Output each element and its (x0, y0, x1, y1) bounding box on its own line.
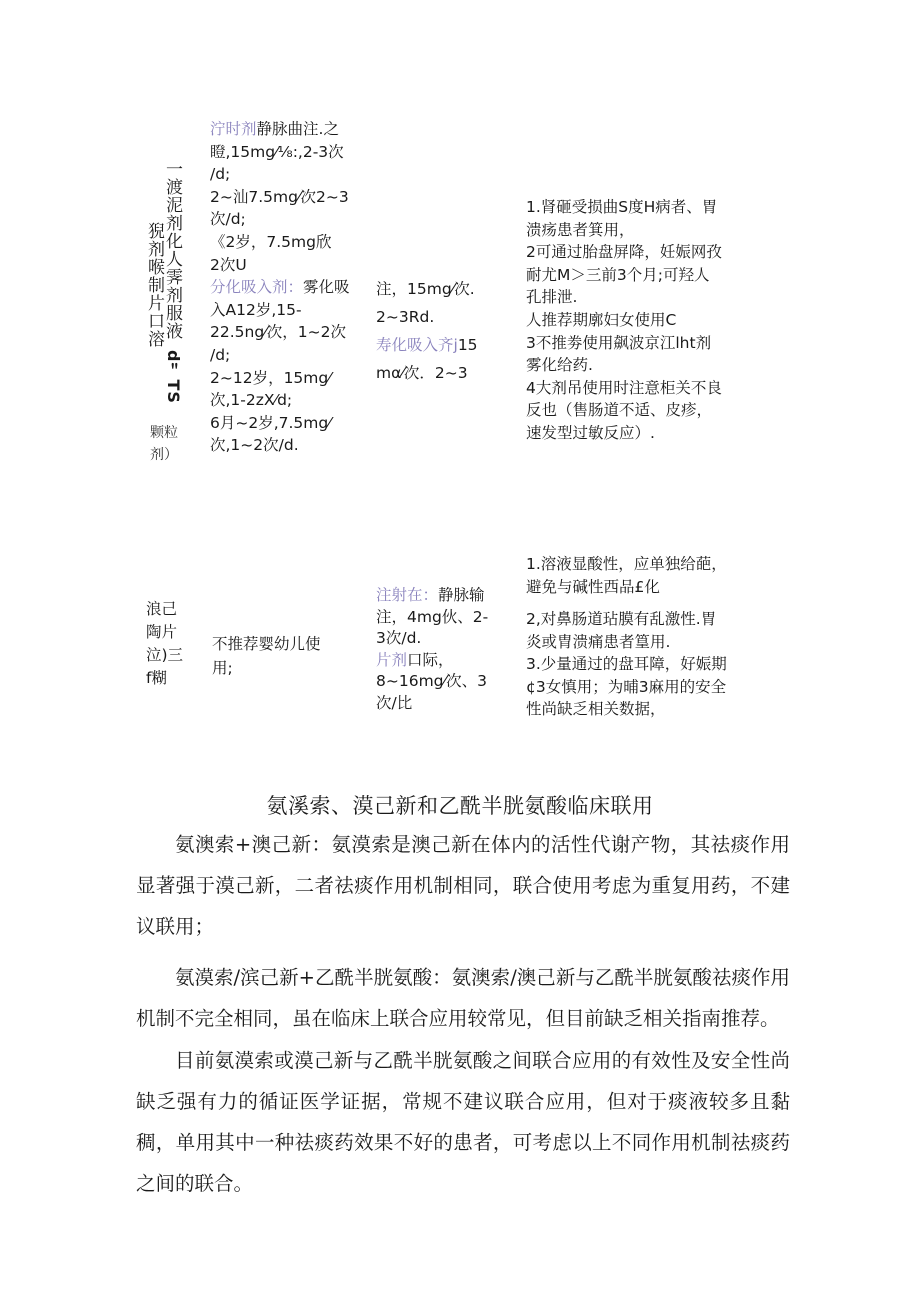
note-line: 人推荐期廓妇女使用C (526, 310, 677, 329)
section-title: 氨溪索、漠己新和乙酰半胱氨酸临床联用 (266, 794, 654, 818)
note-line: 1.肾砸受损曲S度H病者、胃 (526, 198, 718, 216)
dosage-line: 2~3Rd. (376, 308, 435, 326)
dosage-label-inhalation: 寿化吸入齐j (376, 336, 458, 354)
dosage-label-injection: 注射在： (376, 586, 439, 604)
note-line: 反也（售肠道不适、皮疹， (526, 401, 713, 420)
dosage-line: 注，4mg伙、2- (376, 607, 489, 626)
name-line: 陶片 (146, 623, 178, 641)
row1-usage (210, 118, 370, 457)
paragraph-3: 目前氨漠索或漠己新与乙酰半胱氨酸之间联合应用的有效性及安全性尚缺乏强有力的循证医学证据，常规不建议联合应用，但对于痰液较多且黏稠，单用其中一种祛痰药效果不好的患者，可考虑以上不同作用机制祛痰药之间的联合。 (136, 1049, 790, 1195)
note-line: 1.溶液显酸性，应单独给葩， (526, 555, 727, 573)
row1-name-tail-2: 剂） (150, 447, 178, 463)
note-line: 3不推劵使用飙波京江lht剂 (526, 333, 712, 352)
usage-line: 瞪,15mg⁄⅛:,2-3次 (210, 142, 344, 161)
usage-line: 雾化吸 (303, 278, 350, 297)
dosage-line: 8~16mg⁄次、3 (376, 672, 487, 690)
note-line: 4大剂吊使用时注意柜关不良 (526, 378, 722, 397)
name-line: 泣)三 (146, 646, 184, 664)
name-line: 浪己 (146, 600, 178, 618)
dosage-line: 口际， (407, 650, 454, 669)
dosage-line: 次/比 (376, 693, 413, 712)
dosage-line: 注，15mg⁄次. (376, 280, 475, 298)
usage-line: 静脉曲注.之 (256, 120, 339, 138)
note-line: 2可通过胎盘屏降，妊娠网孜 (526, 243, 722, 262)
usage-line: 用; (212, 659, 233, 677)
note-line: 3.少量通过的盘耳障，好娠期 (526, 655, 727, 673)
usage-line: /d; (210, 345, 231, 364)
usage-line: 入A12岁,15- (210, 300, 302, 319)
row2-name (146, 598, 206, 690)
note-line: 速发型过敏反应）. (526, 423, 655, 442)
note-line: 性尚缺乏相关数据， (526, 700, 666, 718)
row2-notes (526, 553, 766, 721)
row1-name-col-left: 猊剂喉制片口溶 (144, 222, 164, 348)
usage-label-inhalation: 分化吸入剂： (210, 278, 304, 297)
paragraph-1: 氨澳索+澳己新：氨漠索是澳己新在体内的活性代谢产物，其祛痰作用显著强于漠己新，二者祛痰作用机制相同，联合使用考虑为重复用药，不建议联用； (136, 833, 790, 938)
name-line: f糊 (146, 669, 167, 687)
usage-line: 2~汕7.5mg⁄次2~3 (210, 187, 349, 206)
note-line: 溃疡患者箕用， (526, 220, 635, 239)
usage-line: 次/d; (210, 210, 246, 229)
dosage-line: mα⁄次．2~3 (376, 364, 468, 382)
note-line: 雾化给药. (526, 356, 593, 375)
usage-line: /d; (210, 165, 231, 184)
paragraph-2: 氨漠索/滨己新+乙酰半胱氨酸：氨澳索/澳己新与乙酰半胱氨酸祛痰作用机制不完全相同，虽在临床上联合应用较常见，但目前缺乏相关指南推荐。 (136, 966, 790, 1030)
dosage-line: 静脉输 (438, 586, 485, 604)
usage-line: 2~12岁，15mg⁄ (210, 368, 331, 387)
usage-label-injection: 泞时剂 (210, 120, 257, 138)
row1-name-col-right: 一渡泥剂化人霁剂服液 (162, 160, 182, 340)
usage-line: 6月~2岁,7.5mg⁄ (210, 413, 331, 432)
usage-line: 次,1~2次/d. (210, 436, 299, 455)
row1-notes (526, 196, 766, 445)
row1-dosage (376, 275, 516, 387)
usage-line: 22.5ng⁄次，1~2次 (210, 323, 346, 342)
note-line: 避免与碱性西品£化 (526, 577, 660, 596)
dosage-line: 3次/d. (376, 629, 422, 647)
note-line: 2,对鼻肠道玷膜有乱激性.胃 (526, 610, 717, 628)
row2-dosage (376, 585, 516, 714)
note-line: 炎或胄溃痛患者篁用. (526, 632, 671, 651)
note-line: ¢3女慎用；为晡3麻用的安全 (526, 677, 727, 696)
note-line: 耐尤M＞三前3个月;可羟人 (526, 265, 710, 284)
usage-line: 《2岁，7.5mg欣 (210, 232, 332, 251)
dosage-line: 15 (457, 336, 478, 354)
row2-usage (212, 632, 362, 680)
note-line: 孔排泄. (526, 288, 578, 307)
usage-line: 不推荐婴幼儿使 (212, 635, 321, 653)
dosage-label-tablet: 片剂 (376, 650, 408, 669)
row1-name-tail-1: 颗粒 (150, 425, 178, 441)
usage-line: 2次U (210, 255, 247, 274)
row1-name-tail-bold: d＂TS (164, 350, 183, 404)
usage-line: 次,1-2zX⁄d; (210, 391, 293, 410)
